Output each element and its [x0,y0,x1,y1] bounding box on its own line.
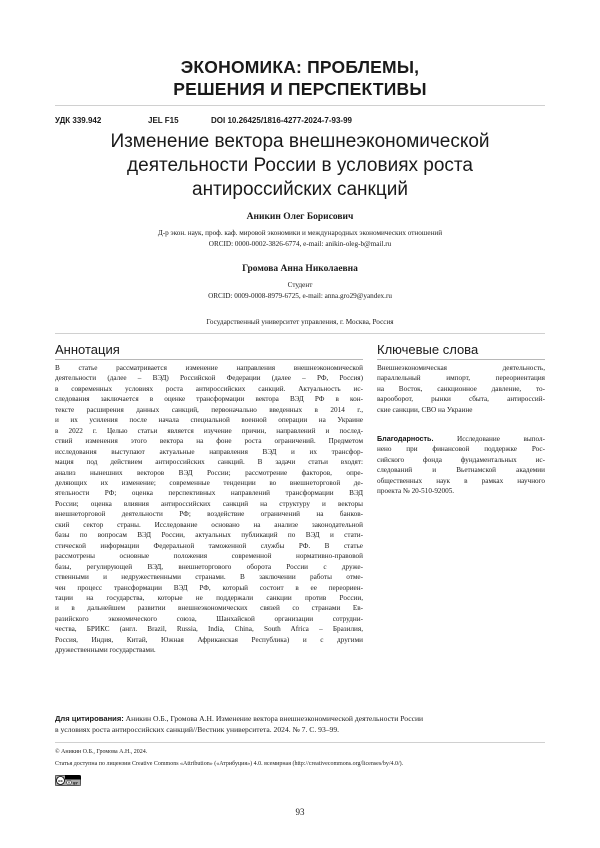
acknowledgement-line: нено при финансовой поддержке Рос- [377,445,545,454]
affiliation-divider [55,333,545,334]
abstract-line: и в дальнейшем развитии внешнеэкономических связей со странами Ев- [55,604,363,613]
keywords-heading-rule [377,359,545,360]
keywords-line: варооборот, рынки сбыта, антироссий- [377,395,545,404]
page-number: 93 [295,807,305,817]
affiliation: Государственный университет управления, г. Москва, Россия [206,318,394,326]
header-divider [55,105,545,106]
abstract-line: и их усиления после начала специальной военной операции на Украине [55,416,363,425]
doi-code: DOI 10.26425/1816-4277-2024-7-93-99 [211,116,352,125]
abstract-line: тации на государства, которые не поддержали санкции против России, [55,593,363,602]
abstract-line: деляющих их изменение; современные тенденции во внешнеторговой де- [55,478,363,487]
abstract-line: России; оценка влияния антироссийских санкций на структуру и векторы [55,499,363,508]
abstract-body [55,363,363,656]
author-orcid-email: ORCID: 0009-0008-8979-6725, e-mail: anna.gro29@yandex.ru [208,292,392,300]
abstract-line: Россия, Индия, Китай, Южная Африканская Республика) и с другими [55,635,363,644]
udk-code: УДК 339.942 [55,116,102,125]
journal-title-line2: РЕШЕНИЯ И ПЕРСПЕКТИВЫ [173,79,427,99]
citation [55,713,555,735]
abstract-line: ствий изменения этого вектора на фоне роста ограничений. Предметом [55,437,363,446]
abstract-line: ятельности РФ; оценка перспективных направлений трансформации ВЭД [55,489,363,498]
article-title [40,130,560,202]
abstract-line: базы, регулирующей ВЭД, внешнеторгового оборота России с друже- [55,562,363,571]
cc-by-badge[interactable] [55,775,81,786]
keywords-line: на Восток, санкционное давление, то- [377,384,545,393]
abstract-line: исследования выступают актуальные направления ВЭД и их трансфор- [55,447,363,456]
jel-code: JEL F15 [148,116,179,125]
citation-line [55,713,555,724]
citation-label: Для цитирования: [55,714,124,723]
author-orcid-email: ORCID: 0000-0002-3826-6774, e-mail: anikin-oleg-b@mail.ru [208,240,392,248]
svg-text:BY: BY [73,781,78,786]
abstract-heading: Аннотация [55,342,120,357]
abstract-line: тексте расширения данных санкций, первоначально введенных в 2014 г., [55,405,363,414]
abstract-line: ственными и недружественными странами. В заключении работы отме- [55,573,363,582]
abstract-line: чества, БРИКС (англ. Brazil, Russia, India, China, South Africa – Бразилия, [55,625,363,634]
acknowledgement-line: общественных наук в рамках научного [377,476,545,485]
author-position: Д-р экон. наук, проф. каф. мировой экономики и международных экономических отношений [157,229,443,237]
abstract-line: в 2022 г. Целью статьи является изучение причин, направлений и послед- [55,426,363,435]
keywords-line: параллельный импорт, переориентация [377,374,545,383]
citation-text: Аникин О.Б., Громова А.Н. Изменение вектора внешнеэкономической деятельности России [123,714,424,723]
abstract-line: В статье рассматривается изменение направления внешнеэкономической [55,364,363,372]
acknowledgement-line [377,434,545,444]
citation-line: в условиях роста антироссийских санкций//Вестник университета. 2024. № 7. С. 93–99. [55,725,340,734]
keywords-body [377,363,545,415]
abstract-line: разийского экономического союза, Шанхайской организации сотрудни- [55,614,363,623]
abstract-line: деятельности (далее – ВЭД) Российской Федерации (далее – РФ, Россия) [55,374,363,383]
keywords-line: Внешнеэкономическая деятельность, [377,364,545,372]
keywords-line: ские санкции, СВО на Украине [377,405,473,414]
abstract-line: дружественными государствами. [55,646,156,655]
license-text: Статья доступна по лицензии Creative Commons «Attribution» («Атрибуция») 4.0. всемирная (http://creativecommons.org/licenses/by/4.0/). [55,761,404,767]
journal-title [0,56,600,100]
citation-divider [55,742,545,743]
abstract-line: ский сектор страны. Исследование основано на анализе законодательной [55,520,363,529]
abstract-line: анализ нынешних векторов ВЭД России; рассмотрение факторов, опре- [55,468,363,477]
acknowledgement-text: Исследование выпол- [433,435,545,443]
acknowledgement-label: Благодарность. [377,434,434,443]
abstract-heading-rule [55,359,363,360]
abstract-line: следования заключается в оценке трансформации вектора ВЭД РФ в кон- [55,395,363,404]
abstract-line: чен процесс трансформации ВЭД РФ, который состоит в ее переориен- [55,583,363,592]
author-name: Громова Анна Николаевна [242,264,358,274]
abstract-line: мация под действием антироссийских санкций. В задачи статьи входят: [55,458,363,467]
acknowledgement-line: сийского фонда фундаментальных ис- [377,455,545,464]
author-name: Аникин Олег Борисович [246,212,354,222]
copyright: © Аникин О.Б., Громова А.Н., 2024. [55,749,148,755]
abstract-line: базы по вопросам ВЭД России, актуальных публикаций по ВЭД и стати- [55,531,363,540]
acknowledgement [377,434,545,497]
abstract-line: стической информации Федеральной таможенной службы РФ. В статье [55,541,363,550]
svg-text:cc: cc [58,778,63,783]
article-title-line1: Изменение вектора внешнеэкономической [110,131,490,152]
abstract-line: внешнеторговой деятельности РФ; воздействие ограничений на банков- [55,510,363,519]
article-title-line3: антироссийских санкций [192,179,408,200]
author-position: Студент [287,281,313,289]
abstract-line: рассмотрены основные положения современной нормативно-правовой [55,552,363,561]
acknowledgement-line: проекта № 20-510-92005. [377,487,455,496]
journal-title-line1: ЭКОНОМИКА: ПРОБЛЕМЫ, [180,57,420,77]
article-title-line2: деятельности России в условиях роста [127,155,473,176]
keywords-heading: Ключевые слова [377,342,479,357]
acknowledgement-line: следований и Вьетнамской академии [377,466,545,475]
abstract-line: в современных условиях роста антироссийских санкций. Актуальность ис- [55,384,363,393]
